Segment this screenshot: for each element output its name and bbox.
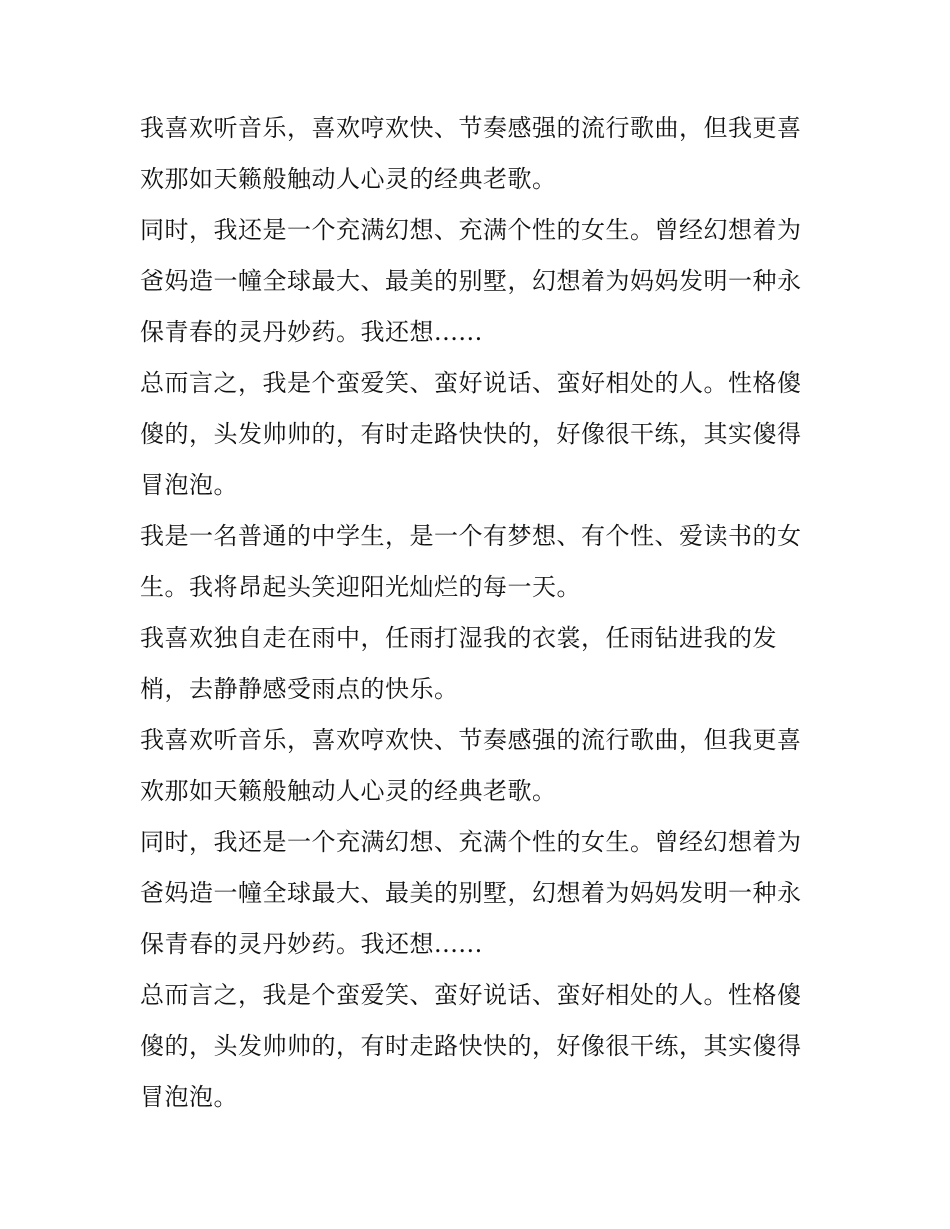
document-body xyxy=(140,103,820,1123)
text-line: 欢那如天籁般触动人心灵的经典老歌。 xyxy=(140,165,557,193)
text-line: 梢，去静静感受雨点的快乐。 xyxy=(140,675,459,703)
text-line: 生。我将昂起头笑迎阳光灿烂的每一天。 xyxy=(140,573,581,601)
text-line: 同时，我还是一个充满幻想、充满个性的女生。曾经幻想着为 xyxy=(140,216,802,244)
paragraph xyxy=(140,715,820,817)
text-line: 我喜欢听音乐，喜欢哼欢快、节奏感强的流行歌曲，但我更喜 xyxy=(140,114,802,142)
text-line: 总而言之，我是个蛮爱笑、蛮好说话、蛮好相处的人。性格傻 xyxy=(140,981,802,1009)
text-line: 冒泡泡。 xyxy=(140,1083,238,1111)
paragraph xyxy=(140,817,820,970)
paragraph xyxy=(140,613,820,715)
text-line: 傻的，头发帅帅的，有时走路快快的，好像很干练，其实傻得 xyxy=(140,1032,802,1060)
text-line: 爸妈造一幢全球最大、最美的别墅，幻想着为妈妈发明一种永 xyxy=(140,879,802,907)
paragraph xyxy=(140,103,820,205)
text-line: 总而言之，我是个蛮爱笑、蛮好说话、蛮好相处的人。性格傻 xyxy=(140,369,802,397)
paragraph xyxy=(140,205,820,358)
text-line: 保青春的灵丹妙药。我还想...... xyxy=(140,930,483,958)
paragraph xyxy=(140,358,820,511)
text-line: 爸妈造一幢全球最大、最美的别墅，幻想着为妈妈发明一种永 xyxy=(140,267,802,295)
text-line: 我是一名普通的中学生，是一个有梦想、有个性、爱读书的女 xyxy=(140,522,802,550)
text-line: 保青春的灵丹妙药。我还想...... xyxy=(140,318,483,346)
text-line: 冒泡泡。 xyxy=(140,471,238,499)
text-line: 欢那如天籁般触动人心灵的经典老歌。 xyxy=(140,777,557,805)
paragraph xyxy=(140,970,820,1123)
text-line: 同时，我还是一个充满幻想、充满个性的女生。曾经幻想着为 xyxy=(140,828,802,856)
text-line: 傻的，头发帅帅的，有时走路快快的，好像很干练，其实傻得 xyxy=(140,420,802,448)
text-line: 我喜欢听音乐，喜欢哼欢快、节奏感强的流行歌曲，但我更喜 xyxy=(140,726,802,754)
text-line: 我喜欢独自走在雨中，任雨打湿我的衣裳，任雨钻进我的发 xyxy=(140,624,777,652)
paragraph xyxy=(140,511,820,613)
